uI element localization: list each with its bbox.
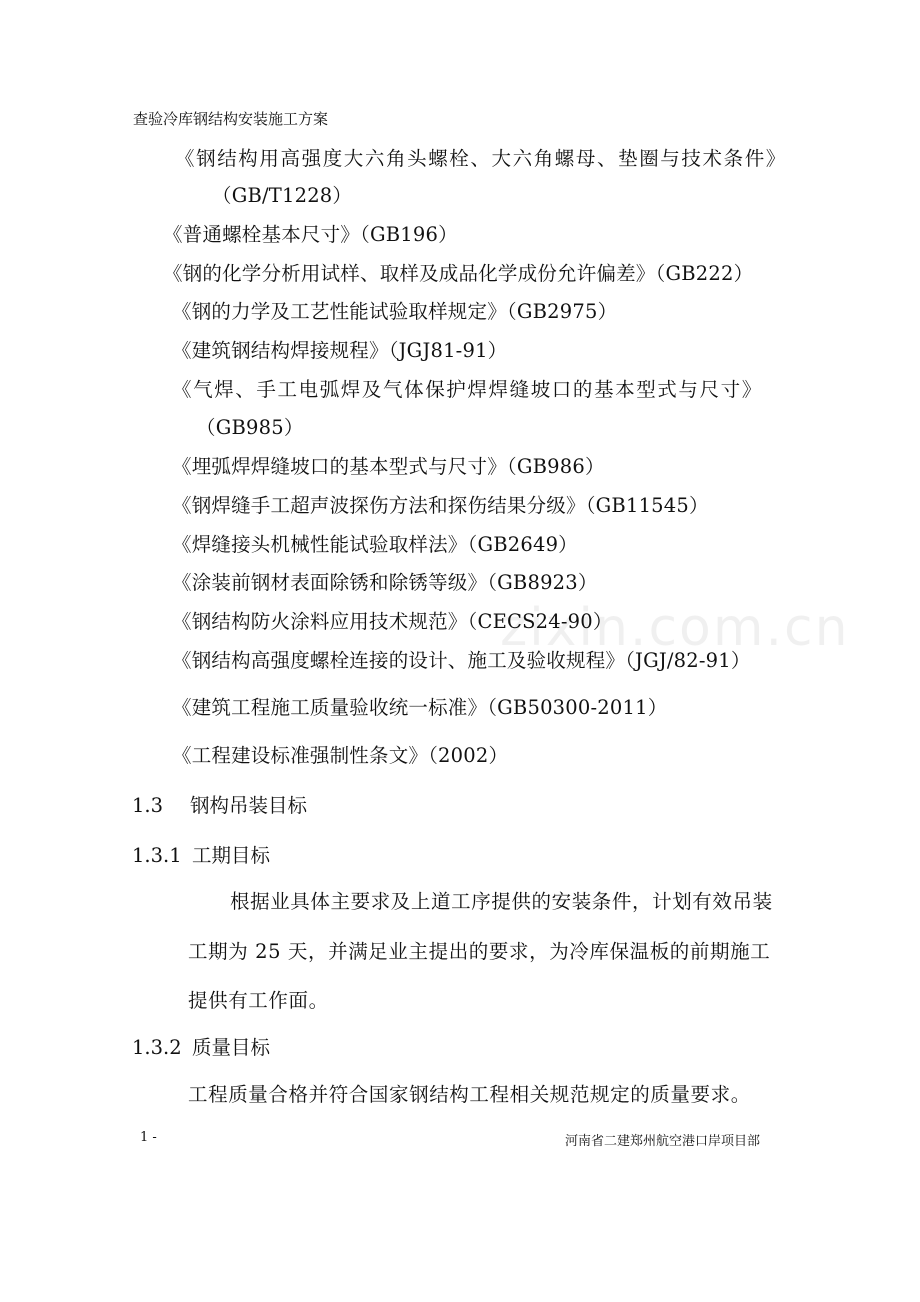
standard-item: 《钢结构高强度螺栓连接的设计、施工及验收规程》（JGJ/82-91） (172, 649, 751, 672)
paragraph-line: 根据业具体主要求及上道工序提供的安装条件，计划有效吊装 (230, 890, 773, 913)
standard-item: 《焊缝接头机械性能试验取样法》（GB2649） (172, 533, 578, 556)
standard-item: 《钢焊缝手工超声波探伤方法和探伤结果分级》（GB11545） (172, 494, 709, 517)
standard-item: 《钢的化学分析用试样、取样及成品化学成份允许偏差》（GB222） (163, 262, 754, 285)
paragraph-line: 工程质量合格并符合国家钢结构工程相关规范规定的质量要求。 (188, 1083, 751, 1106)
section-number: 1.3 (132, 794, 164, 817)
section-title: 钢构吊装目标 (190, 794, 308, 817)
section-heading-1-3-1 (132, 840, 270, 868)
standard-item: 《普通螺栓基本尺寸》（GB196） (163, 223, 458, 246)
standard-item: 《建筑钢结构焊接规程》（JGJ81-91） (172, 339, 508, 362)
section-heading-1-3-2 (132, 1032, 270, 1060)
standard-item: （GB/T1228） (212, 184, 353, 207)
standard-item: 《工程建设标准强制性条文》（2002） (172, 744, 509, 767)
standard-item: 《涂装前钢材表面除锈和除锈等级》（GB8923） (172, 571, 598, 594)
section-number: 1.3.2 (132, 1036, 182, 1059)
standard-item: 《钢结构防火涂料应用技术规范》（CECS24-90） (172, 610, 613, 633)
standard-item: 《钢结构用高强度大六角头螺栓、大六角螺母、垫圈与技术条件》 (175, 147, 787, 170)
section-heading-1-3 (132, 790, 307, 818)
paragraph-line: 提供有工作面。 (188, 989, 329, 1012)
standard-item: （GB985） (196, 416, 304, 439)
footer-organization: 河南省二建郑州航空港口岸项目部 (565, 1134, 761, 1149)
section-title: 质量目标 (192, 1036, 271, 1059)
section-number: 1.3.1 (132, 844, 182, 867)
page-number: 1 - (140, 1130, 157, 1145)
paragraph-line: 工期为 25 天，并满足业主提出的要求，为冷库保温板的前期施工 (188, 940, 771, 963)
standard-item: 《气焊、手工电弧焊及气体保护焊焊缝坡口的基本型式与尺寸》 (172, 378, 763, 401)
section-title: 工期目标 (192, 844, 271, 867)
standard-item: 《钢的力学及工艺性能试验取样规定》（GB2975） (172, 300, 618, 323)
standard-item: 《埋弧焊焊缝坡口的基本型式与尺寸》（GB986） (172, 455, 605, 478)
running-header: 查验冷库钢结构安装施工方案 (133, 110, 329, 128)
standard-item: 《建筑工程施工质量验收统一标准》（GB50300-2011） (172, 696, 668, 719)
watermark: zixin.com.cn (500, 598, 850, 658)
